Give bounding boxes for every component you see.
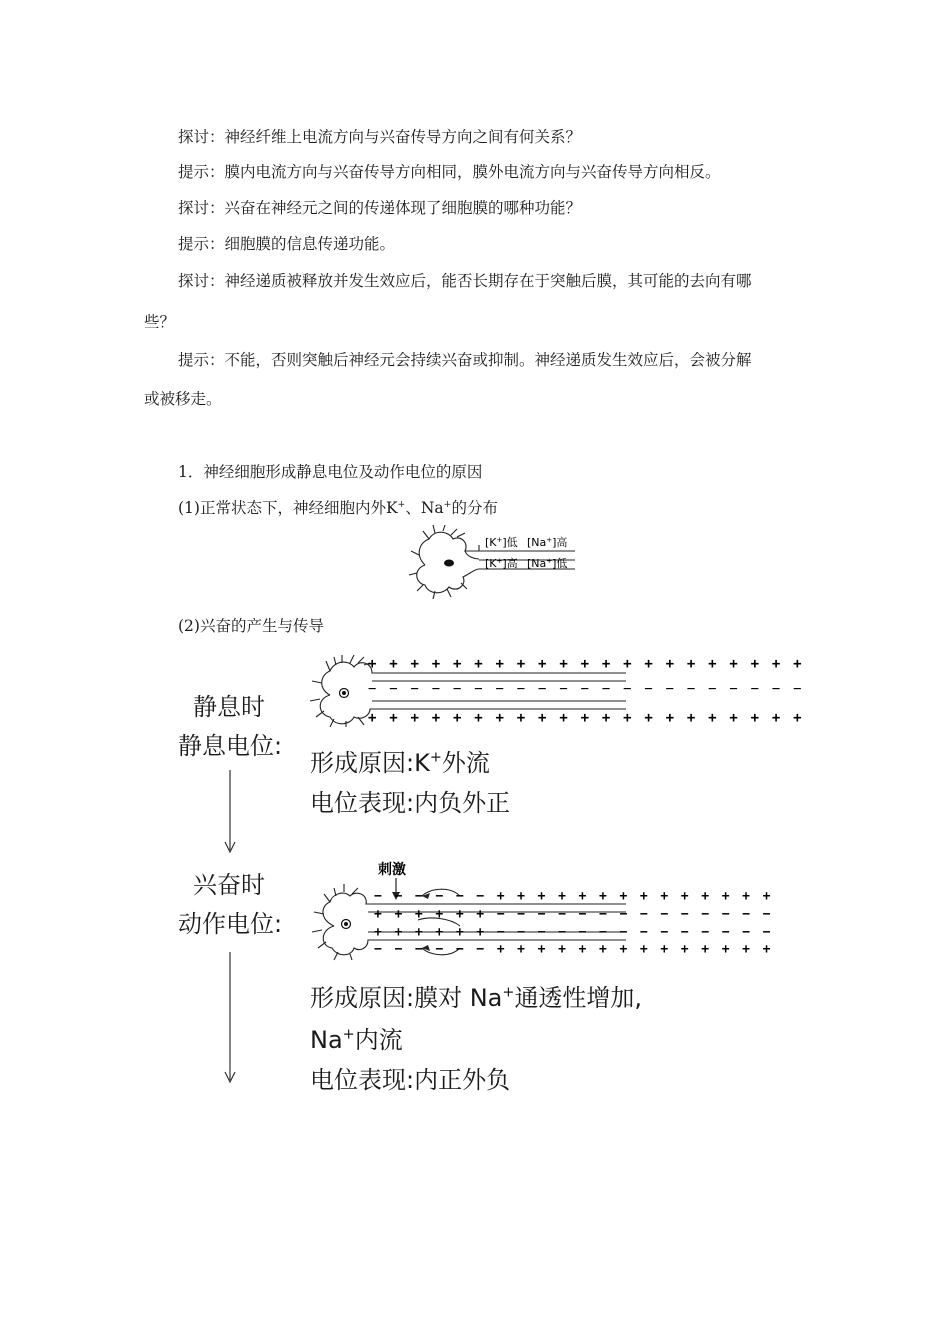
discussion-text: 神经纤维上电流方向与兴奋传导方向之间有何关系？ [224,128,582,146]
stimulus-label: 刺激 [378,862,406,878]
discussion-label: 探讨： [178,199,225,217]
excite-cause: 形成原因:膜对 Na+通透性增加, [310,984,643,1012]
discussion-3 [178,271,752,291]
section-heading: 1．神经细胞形成静息电位及动作电位的原因 [178,463,483,481]
subsection-1: (1)正常状态下，神经细胞内外K+、Na+的分布 [178,498,498,517]
hint-1 [178,162,721,182]
hint-label: 提示： [178,351,225,369]
hint-2 [178,234,395,254]
flow-arrow-down-icon [223,770,237,854]
svg-text:− − − − − − − − − − − − − − −: − − − − − − − − − − − − − − − − − − − − − [368,681,804,697]
discussion-1 [178,127,581,147]
svg-text:+ + + + + + + + + + + + + + +: + + + + + + + + + + + + + + + + + + + + + [368,656,804,672]
hint-3 [178,350,752,370]
discussion-label: 探讨： [178,128,225,146]
nucleus-icon [444,560,454,567]
discussion-text: 兴奋在神经元之间的传递体现了细胞膜的哪种功能？ [224,199,582,217]
excite-label: 动作电位: [178,910,283,938]
label-na-outside: [Na+]高 [527,536,568,549]
action-potential-diagram [310,856,773,966]
rest-cause: 形成原因:K+外流 [310,749,490,777]
label-k-outside: [K+]低 [485,536,518,549]
discussion-3-cont: 些？ [144,313,176,331]
hint-text: 膜内电流方向与兴奋传导方向相同，膜外电流方向与兴奋传导方向相反。 [224,163,721,181]
svg-text:+ + + + + + − − − − − − − − −: + + + + + + − − − − − − − − − − − − − − [374,925,773,940]
discussion-2 [178,198,581,218]
resting-potential-diagram [310,655,804,727]
flow-arrow-down-icon [223,952,237,1084]
svg-text:− − − − − − + + + + + + + + +: − − − − − − + + + + + + + + + + + + + + [374,942,773,957]
hint-3-cont: 或被移走。 [144,390,222,408]
excite-cause-cont: Na+内流 [310,1026,403,1054]
subsection-2: (2)兴奋的产生与传导 [178,617,324,635]
rest-manifestation: 电位表现:内负外正 [310,789,511,817]
hint-label: 提示： [178,235,225,253]
hint-text: 细胞膜的信息传递功能。 [224,235,396,253]
excite-manifestation: 电位表现:内正外负 [310,1066,511,1094]
neuron-ion-diagram [405,525,585,600]
hint-text: 不能，否则突触后神经元会持续兴奋或抑制。神经递质发生效应后，会被分解 [224,351,752,369]
rest-title: 静息时 [193,693,265,721]
discussion-label: 探讨： [178,272,225,290]
hint-label: 提示： [178,163,225,181]
label-k-inside: [K+]高 [485,557,518,570]
discussion-text: 神经递质被释放并发生效应后，能否长期存在于突触后膜，其可能的去向有哪 [224,272,752,290]
rest-label: 静息电位: [178,732,283,760]
excite-title: 兴奋时 [193,871,265,899]
label-na-inside: [Na+]低 [527,557,568,570]
svg-text:+ + + + + + + + + + + + + + +: + + + + + + + + + + + + + + + + + + + + + [368,710,804,726]
svg-text:+ + + + + + − − − − − − − − −: + + + + + + − − − − − − − − − − − − − − [374,907,773,922]
svg-text:− − − − − − + + + + + + + + +: − − − − − − + + + + + + + + + + + + + + [374,889,773,904]
